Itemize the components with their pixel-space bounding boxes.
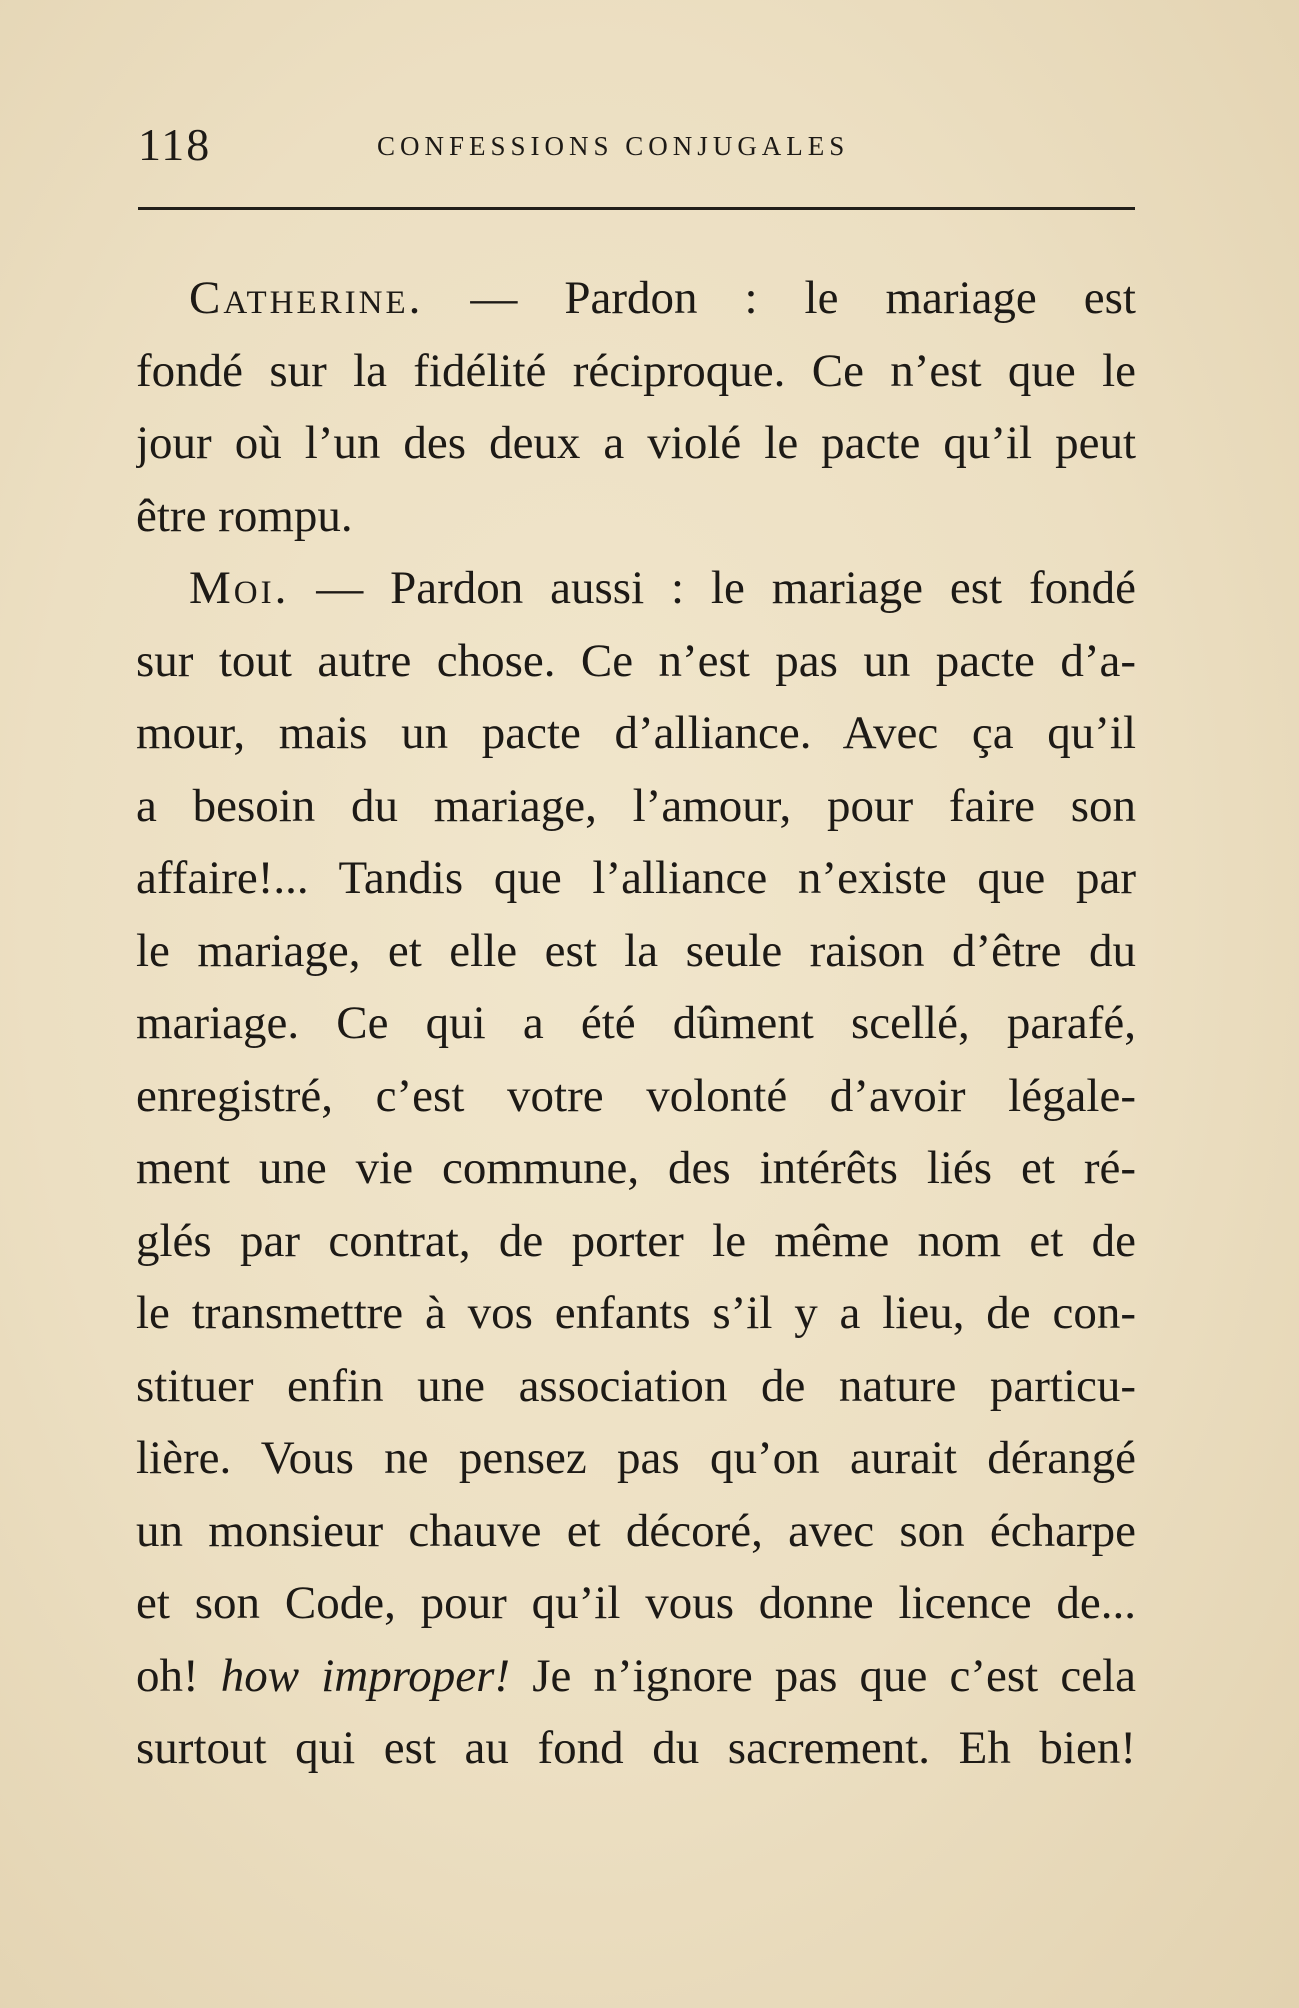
line-text: être rompu. [136,489,353,542]
line-text: — Pardon : le mariage est [423,272,1136,324]
line-text: surtout qui est au fond du sacrement. Eh bien! [136,1722,1136,1774]
line-text: mour, mais un pacte d’alliance. Avec ça qu’il [136,707,1136,759]
text-line [136,1640,1136,1713]
text-line [136,842,1136,915]
line-text: affaire!... Tandis que l’alliance n’existe que par [136,852,1136,904]
running-title: CONFESSIONS CONJUGALES [377,131,850,161]
text-line [136,1277,1136,1350]
line-text: enregistré, c’est votre volonté d’avoir légale- [136,1069,1136,1122]
line-text: lière. Vous ne pensez pas qu’on aurait dérangé [136,1432,1136,1484]
line-text: le mariage, et elle est la seule raison d’être du [136,924,1136,977]
line-text: glés par contrat, de porter le même nom et de [136,1214,1136,1267]
line-text: mariage. Ce qui a été dûment scellé, parafé, [136,997,1136,1049]
text-line [136,407,1136,480]
line-prefix: oh! [136,1649,221,1702]
speaker-name: Moi. [189,562,290,614]
text-line [136,987,1136,1060]
page-number: 118 [138,119,212,170]
text-line [136,1495,1136,1568]
text-line [136,697,1136,770]
header-rule [138,207,1135,210]
line-text: a besoin du mariage, l’amour, pour faire son [136,779,1136,832]
text-line [136,1060,1136,1133]
text-line [136,1422,1136,1495]
text-line [136,1205,1136,1278]
text-line [136,1712,1136,1785]
line-text: stituer enfin une association de nature particu- [136,1359,1136,1412]
text-line [136,915,1136,988]
text-line [136,1350,1136,1423]
line-text: le transmettre à vos enfants s’il y a lieu, de con- [136,1287,1136,1339]
text-line [136,262,1136,335]
line-text: Je n’ignore pas que c’est cela [510,1649,1136,1702]
body-text [136,262,1136,1785]
text-line [136,480,1136,553]
line-text: sur tout autre chose. Ce n’est pas un pacte d’a- [136,634,1136,687]
text-line [136,770,1136,843]
text-line [136,1567,1136,1640]
text-line [136,552,1136,625]
line-text: et son Code, pour qu’il vous donne licence de... [136,1577,1136,1629]
line-text: — Pardon aussi : le mariage est fondé [289,562,1136,614]
line-text: un monsieur chauve et décoré, avec son écharpe [136,1504,1136,1557]
text-line [136,625,1136,698]
text-line [136,335,1136,408]
line-text: fondé sur la fidélité réciproque. Ce n’est que le [136,344,1136,397]
line-text: jour où l’un des deux a violé le pacte qu’il peut [136,417,1136,469]
speaker-name: Catherine. [189,272,424,324]
line-text: ment une vie commune, des intérêts liés et ré- [136,1142,1136,1194]
italic-phrase: how improper! [220,1649,511,1702]
text-line [136,1132,1136,1205]
